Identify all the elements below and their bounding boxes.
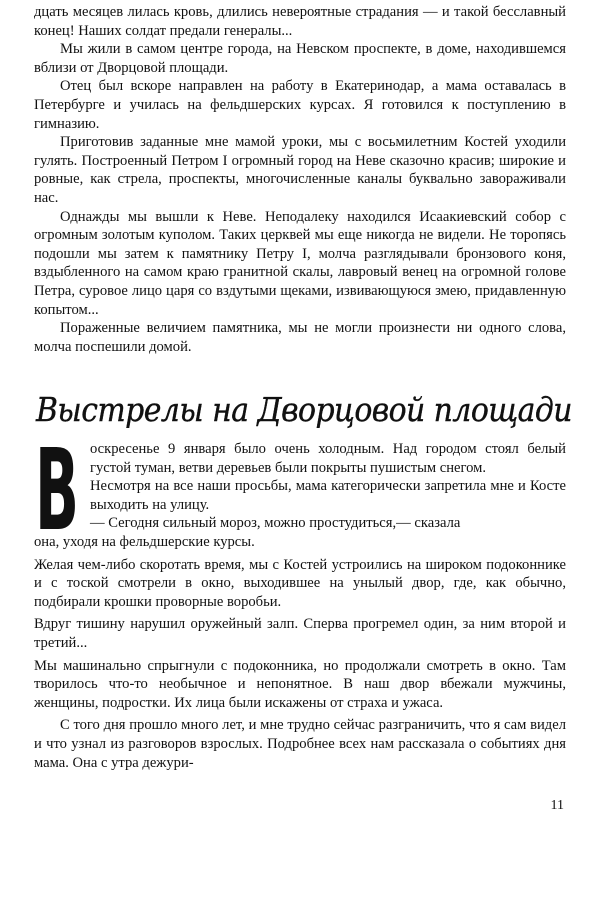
chapter-title <box>34 384 579 436</box>
paragraph: Вдруг тишину нарушил оружейный залп. Сперва прогремел один, за ним второй и третий... <box>34 616 566 651</box>
chapter-title-text: Выстрелы на Дворцовой площади <box>35 390 572 429</box>
drop-cap-wrapped-lines <box>34 440 566 533</box>
paragraph: Отец был вскоре направлен на работу в Екатеринодар, а мама оставалась в Петербурге и училась на фельдшерских курсах. Я готовился к поступлению в гимназию. <box>34 78 566 132</box>
paragraph: Желая чем-либо скоротать время, мы с Костей устроились на широком подоконнике и с тоской смотрели в окно, выходившее на унылый двор, где, как обычно, подбирали крошки проворные воробьи. <box>34 556 566 610</box>
paragraph: дцать месяцев лилась кровь, длились невероятные страдания — и такой бесславный конец! Наших солдат предали генералы... <box>34 4 566 39</box>
paragraph: Пораженные величием памятника, мы не могли произнести ни одного слова, молча поспешили домой. <box>34 320 566 355</box>
paragraph: Мы жили в самом центре города, на Невском проспекте, в доме, находившемся вблизи от Дворцовой площади. <box>34 41 566 76</box>
paragraph: Несмотря на все наши просьбы, мама категорически запретила мне и Косте выходить на улицу. <box>90 478 566 513</box>
paragraph: — Сегодня сильный мороз, можно простудиться,— сказала <box>90 515 461 532</box>
paragraph: С того дня прошло много лет, и мне трудно сейчас разграничить, что я сам видел и что узнал из разговоров взрослых. Подробнее всех нам рассказала о событиях дня мама. Она с утра дежури- <box>34 717 566 771</box>
chapter-text-block <box>34 440 566 772</box>
page-number: 11 <box>550 798 564 813</box>
chapter-title-script <box>34 384 579 436</box>
paragraph: оскресенье 9 января было очень холодным. Над городом стоял белый густой туман, ветви деревьев были покрыты пушистым снегом. <box>90 441 566 476</box>
paragraph: Приготовив заданные мне мамой уроки, мы с восьмилетним Костей уходили гулять. Построенный Петром I огромный город на Неве сказочно красив; широкие и ровные, как стрела, проспекты, многочисленные каналы буквально завораживали нас. <box>34 134 566 206</box>
paragraph: Однажды мы вышли к Неве. Неподалеку находился Исаакиевский собор с огромным золотым куполом. Таких церквей мы еще никогда не видели. Не торопясь подошли мы затем к памятнику Петру I, молча разглядывали бронзового коня, вздыбленного на самом краю гранитной скалы, лавровый венец на огромной голове Петра, суровое лицо царя со вздутыми щеками, извивающуюся змею, придавленную копытом... <box>34 208 566 318</box>
opening-text-block <box>34 3 566 356</box>
paragraph: Мы машинально спрыгнули с подоконника, но продолжали смотреть в окно. Там творилось что-то необычное и непонятное. В наш двор вбежали мужчины, женщины, подростки. Их лица были искажены от страха и ужаса. <box>34 657 566 711</box>
paragraph: она, уходя на фельдшерские курсы. <box>34 533 255 550</box>
drop-cap-letter: В <box>35 443 79 535</box>
